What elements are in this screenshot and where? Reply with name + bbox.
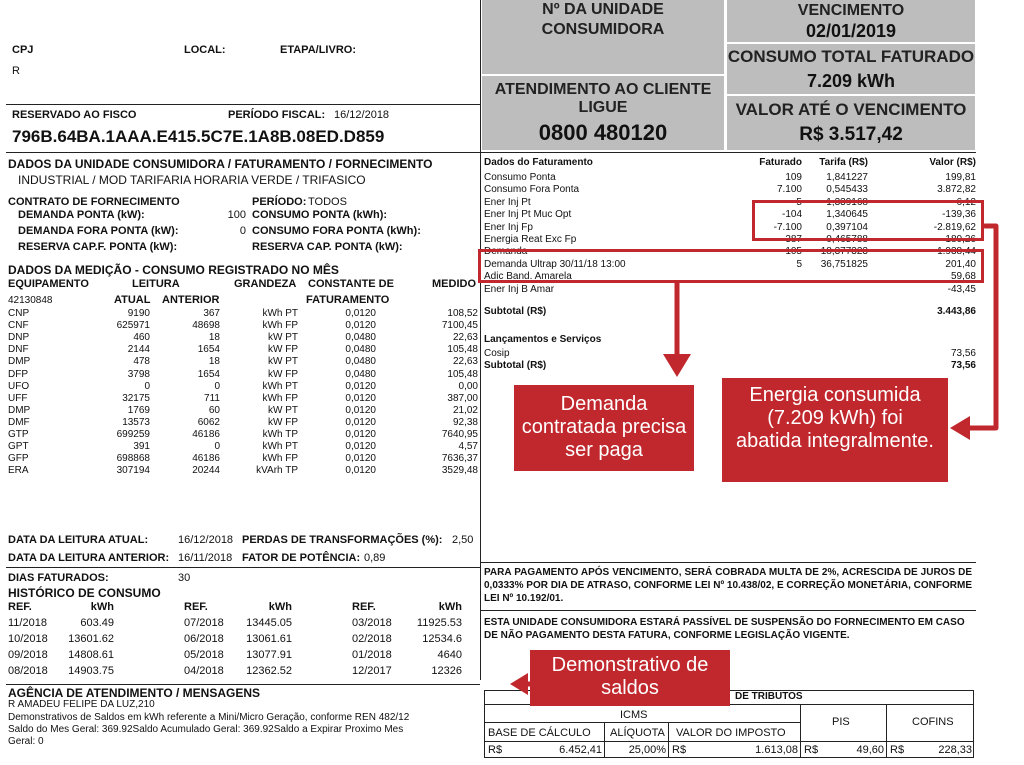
medicao-constante: 0,0480	[345, 332, 376, 344]
cofins-value: 228,33	[938, 744, 972, 756]
vencimento-label: VENCIMENTO	[797, 2, 905, 19]
medicao-equip: DMP	[8, 356, 31, 368]
medicao-medido: 22,63	[452, 332, 478, 344]
medicao-anterior: 711	[204, 392, 220, 404]
medicao-medido: 4,57	[458, 441, 478, 453]
fat-subtotal-value: 3.443,86	[937, 306, 976, 317]
historico-kwh: 12362.52	[246, 665, 292, 677]
historico-ref: 06/2018	[184, 633, 224, 645]
historico-kwh: 13061.61	[246, 633, 292, 645]
medicao-grandeza: kW FP	[268, 344, 298, 356]
perdas-value: 2,50	[452, 534, 474, 546]
medicao-medido: 7636,37	[441, 453, 478, 465]
medicao-anterior: 48698	[192, 320, 220, 332]
medicao-constante: 0,0120	[345, 392, 376, 404]
fat-row-desc: Ener Inj Fp	[484, 221, 533, 233]
historico-ref: 10/2018	[8, 633, 48, 645]
fat-h-dados: Dados do Faturamento	[484, 157, 593, 168]
fat-row-faturado: -5	[793, 196, 802, 208]
medicao-anterior: 6062	[197, 416, 220, 428]
fat-row-valor: 59,68	[950, 271, 976, 283]
contrato-row-label: DEMANDA PONTA (kW):	[18, 209, 145, 221]
arrow-energia-head	[950, 416, 970, 440]
dias-value: 30	[178, 572, 191, 584]
medicao-anterior: 367	[203, 308, 220, 319]
contrato-periodo-value: TODOS	[308, 196, 347, 208]
imposto-value: 1.613,08	[755, 744, 798, 756]
medicao-constante: 0,0480	[345, 368, 376, 380]
aliquota-value: 25,00%	[628, 744, 666, 756]
vencimento-value: 02/01/2019	[805, 21, 897, 41]
historico-kwh: 14808.61	[68, 649, 114, 661]
historico-h-ref: REF.	[8, 601, 32, 613]
reservado-label: RESERVADO AO FISCO	[12, 109, 137, 121]
medicao-anterior: 0	[214, 441, 220, 453]
medicao-h-medido: MEDIDO	[432, 278, 476, 290]
medicao-anterior: 1654	[197, 344, 220, 356]
medicao-grandeza: kWh PT	[262, 380, 298, 392]
medicao-grandeza: kWh PT	[262, 441, 298, 453]
medicao-h-grandeza: GRANDEZA	[234, 278, 297, 290]
medicao-grandeza: kW FP	[268, 416, 298, 428]
suspensao-notice: ESTA UNIDADE CONSUMIDORA ESTARÁ PASSÍVEL DE SUSPENSÃO DO FORNECIMENTO EM CASO DE NÃO PAGAMENTO DESTA FATURA, CONFORME LEGISLAÇÃO VIGENTE.	[484, 617, 965, 641]
unidade-line1: Nº DA UNIDADE	[542, 1, 664, 18]
fat-row-faturado: 109	[785, 172, 802, 183]
historico-ref: 01/2018	[352, 649, 392, 661]
medicao-atual: 0	[144, 380, 150, 392]
cosip-value: 73,56	[950, 348, 976, 359]
medicao-h-anterior: ANTERIOR	[162, 294, 220, 306]
atendimento-line1: ATENDIMENTO AO CLIENTE	[494, 81, 712, 98]
medicao-medido: 105,48	[447, 368, 478, 380]
fat-subtotal2-value: 73,56	[950, 360, 976, 371]
contrato-row-label-2: RESERVA CAP. PONTA (kW):	[252, 241, 403, 253]
fat-row-tarifa: 1,340645	[826, 209, 868, 221]
historico-ref: 12/2017	[352, 665, 392, 677]
lanc-title: Lançamentos e Serviços	[484, 334, 602, 345]
periodo-fiscal-label: PERÍODO FISCAL:	[228, 109, 326, 121]
fat-row-tarifa: 0,465788	[826, 234, 868, 245]
historico-title: HISTÓRICO DE CONSUMO	[8, 586, 161, 600]
medicao-anterior: 0	[214, 380, 220, 392]
fat-row-desc: Energia Reat Exc Fp	[484, 234, 577, 245]
historico-kwh: 13445.05	[246, 617, 292, 629]
historico-ref: 05/2018	[184, 649, 224, 661]
medicao-constante: 0,0120	[345, 465, 376, 477]
historico-h-kwh: kWh	[90, 601, 114, 613]
historico-kwh: 13601.62	[68, 633, 114, 645]
unidade-title: DADOS DA UNIDADE CONSUMIDORA / FATURAMENTO / FORNECIMENTO	[8, 157, 433, 171]
fat-row-faturado: 105	[785, 246, 802, 258]
agencia-message: Demonstrativos de Saldos em kWh referente a Mini/Micro Geração, conforme REN 482/12 Saldo do Mes Geral: 369.92Saldo Acumulado Geral: 369.92Saldo a Expirar Proximo Mes Geral: 0	[8, 712, 410, 747]
base-value: 6.452,41	[559, 744, 602, 756]
fat-subtotal-label: Subtotal (R$)	[484, 306, 547, 317]
historico-kwh: 12326	[431, 665, 462, 677]
historico-kwh: 13077.91	[246, 649, 292, 661]
perdas-label: PERDAS DE TRANSFORMAÇÕES (%):	[242, 534, 443, 546]
medicao-atual: 307194	[116, 465, 150, 477]
fat-row-valor: -139,36	[942, 209, 976, 221]
medicao-atual: 699259	[116, 429, 150, 440]
medicao-medido: 7100,45	[441, 320, 478, 332]
medicao-medido: 92,38	[452, 416, 478, 428]
fat-row-faturado: -104	[781, 209, 802, 221]
medicao-grandeza: kVArh TP	[256, 465, 298, 477]
historico-h-kwh: kWh	[268, 601, 292, 613]
fat-row-desc: Ener Inj B Amar	[484, 283, 555, 295]
fator-value: 0,89	[364, 552, 386, 564]
fat-row-valor: 201,40	[945, 258, 976, 270]
contrato-periodo-label: PERÍODO:	[252, 196, 307, 208]
contrato-label: CONTRATO DE FORNECIMENTO	[8, 196, 180, 208]
medicao-grandeza: kWh FP	[262, 392, 298, 404]
medicao-equip: GFP	[8, 453, 29, 465]
medicao-anterior: 18	[208, 356, 220, 368]
leitura-anterior-label: DATA DA LEITURA ANTERIOR:	[8, 552, 170, 564]
medicao-anterior: 18	[208, 332, 220, 344]
periodo-fiscal-value: 16/12/2018	[334, 109, 390, 121]
fat-row-valor: 1.938,44	[937, 246, 976, 258]
contrato-row-value: 0	[239, 225, 246, 237]
medicao-grandeza: kWh FP	[262, 453, 298, 465]
cosip-label: Cosip	[484, 348, 510, 359]
medicao-equip: DMF	[8, 416, 30, 428]
medicao-grandeza: kW PT	[268, 404, 298, 416]
medicao-anterior: 46186	[192, 453, 220, 465]
cofins-label: COFINS	[912, 716, 954, 728]
medicao-grandeza: kW PT	[268, 356, 298, 368]
medicao-constante: 0,0120	[345, 416, 376, 428]
medicao-medido: 3529,48	[441, 465, 478, 477]
medicao-constante: 0,0120	[345, 453, 376, 465]
fat-row-valor: 199,81	[945, 172, 976, 183]
medicao-h-equip: EQUIPAMENTO	[8, 278, 89, 290]
fat-row-desc: Ener Inj Pt	[484, 196, 531, 208]
callout-energia: Energia consumida (7.209 kWh) foi abatida integralmente.	[722, 378, 948, 482]
medicao-medido: 22,63	[452, 356, 478, 368]
historico-kwh: 12534.6	[422, 633, 462, 645]
medicao-equip: UFF	[8, 392, 28, 404]
fat-row-desc: Ener Inj Pt Muc Opt	[484, 209, 572, 221]
atendimento-line2: LIGUE	[578, 99, 628, 116]
medicao-equip: DNF	[8, 344, 29, 356]
medicao-medido: 0,00	[458, 380, 478, 392]
historico-kwh: 11925.53	[416, 617, 462, 629]
medicao-equip: UFO	[8, 380, 30, 392]
medicao-atual: 3798	[127, 368, 150, 380]
r-label: R	[12, 65, 20, 77]
medicao-h-constante: CONSTANTE DE	[308, 278, 394, 290]
historico-h-ref: REF.	[352, 601, 376, 613]
base-label: BASE DE CÁLCULO	[488, 727, 591, 739]
historico-ref: 11/2018	[8, 617, 47, 629]
fat-row-faturado: -7.100	[773, 221, 802, 233]
medicao-equip: ERA	[8, 465, 29, 477]
medicao-h-atual: ATUAL	[114, 294, 151, 306]
medicao-equip: DNP	[8, 332, 30, 344]
medicao-h-leitura: LEITURA	[132, 278, 180, 290]
agencia-title: AGÊNCIA DE ATENDIMENTO / MENSAGENS	[8, 686, 261, 700]
fat-row-tarifa: 36,751825	[820, 258, 868, 270]
historico-ref: 02/2018	[352, 633, 392, 645]
medicao-atual: 13573	[122, 416, 150, 428]
arrow-demanda-head	[663, 354, 691, 377]
callout-saldos: Demonstrativo de saldos	[530, 650, 730, 706]
medicao-atual: 9190	[127, 308, 150, 319]
pis-value: 49,60	[856, 744, 884, 756]
historico-h-kwh: kWh	[438, 601, 462, 613]
historico-ref: 09/2018	[8, 649, 48, 661]
agencia-address: R AMADEU FELIPE DA LUZ,210	[8, 699, 155, 710]
medicao-constante: 0,0120	[345, 404, 376, 416]
historico-kwh: 14903.75	[68, 665, 114, 677]
medicao-constante: 0,0480	[345, 344, 376, 356]
arrow-energia	[968, 226, 996, 428]
etapa-label: ETAPA/LIVRO:	[280, 44, 356, 56]
base-cur: R$	[488, 744, 503, 756]
unidade-subtitle: INDUSTRIAL / MOD TARIFARIA HORARIA VERDE / TRIFASICO	[18, 173, 366, 187]
imposto-cur: R$	[672, 744, 687, 756]
fat-row-valor: 3.872,82	[937, 184, 976, 196]
medicao-equip: GTP	[8, 429, 29, 440]
medicao-grandeza: kWh TP	[262, 429, 298, 440]
callout-demanda: Demanda contratada precisa ser paga	[514, 385, 694, 471]
medicao-anterior: 1654	[197, 368, 220, 380]
leitura-atual-value: 16/12/2018	[178, 534, 234, 546]
medicao-constante: 0,0120	[345, 308, 376, 319]
historico-h-ref: REF.	[184, 601, 208, 613]
fat-row-desc: Demanda Ultrap 30/11/18 13:00	[484, 258, 626, 270]
medicao-grandeza: kW PT	[268, 332, 298, 344]
cofins-cur: R$	[890, 744, 905, 756]
historico-ref: 08/2018	[8, 665, 48, 677]
cpj-label: CPJ	[12, 44, 34, 56]
contrato-row-label-2: CONSUMO PONTA (kWh):	[252, 209, 388, 221]
contrato-row-value: 100	[227, 209, 246, 221]
fat-row-faturado: 387	[785, 234, 802, 245]
fisco-code: 796B.64BA.1AAA.E415.5C7E.1A8B.08ED.D859	[12, 127, 385, 146]
medicao-constante: 0,0120	[345, 380, 376, 392]
historico-kwh: 603.49	[80, 617, 114, 629]
medicao-atual: 460	[133, 332, 150, 344]
fat-row-valor: 180,26	[945, 234, 976, 245]
medicao-atual: 391	[133, 441, 150, 453]
historico-kwh: 4640	[437, 649, 462, 661]
arrow-saldos-head	[510, 673, 528, 695]
pis-cur: R$	[804, 744, 819, 756]
contrato-row-label-2: CONSUMO FORA PONTA (kWh):	[252, 225, 421, 237]
medicao-atual: 32175	[122, 392, 150, 404]
medicao-constante: 0,0480	[345, 356, 376, 368]
medicao-anterior: 60	[208, 404, 220, 416]
medicao-atual: 1769	[127, 404, 150, 416]
medicao-anterior: 46186	[192, 429, 220, 440]
aliquota-label: ALÍQUOTA	[610, 727, 665, 739]
medicao-h-faturamento: FATURAMENTO	[306, 294, 390, 306]
phone-number[interactable]: 0800 480120	[538, 120, 668, 145]
leitura-atual-label: DATA DA LEITURA ATUAL:	[8, 534, 149, 546]
medicao-equip: CNF	[8, 320, 29, 332]
fat-row-desc: Demanda	[484, 246, 528, 258]
dias-label: DIAS FATURADOS:	[8, 572, 109, 584]
medicao-equip: DFP	[8, 368, 28, 380]
medicao-atual: 478	[133, 356, 150, 368]
contrato-row-label: RESERVA CAP.F. PONTA (kW):	[18, 241, 178, 253]
fat-row-faturado: 7.100	[776, 184, 802, 196]
unidade-line2: CONSUMIDORA	[541, 21, 665, 38]
tributos-title: DE TRIBUTOS	[735, 691, 803, 702]
fat-row-tarifa: 1,339168	[826, 196, 868, 208]
icms-label: ICMS	[620, 709, 648, 721]
local-label: LOCAL:	[184, 44, 226, 56]
fat-row-desc: Consumo Fora Ponta	[484, 184, 580, 196]
medicao-grandeza: kWh FP	[262, 320, 298, 332]
fat-row-valor: -6,12	[953, 196, 976, 208]
fator-label: FATOR DE POTÊNCIA:	[242, 552, 361, 564]
medicao-grandeza: kWh PT	[262, 308, 298, 319]
medicao-h-id: 42130848	[8, 295, 53, 306]
medicao-medido: 7640,95	[441, 429, 478, 440]
fat-row-desc: Consumo Ponta	[484, 172, 556, 183]
fat-h-faturado: Faturado	[759, 157, 802, 168]
fat-row-tarifa: 18,377323	[820, 246, 868, 258]
valor-value: R$ 3.517,42	[799, 124, 903, 145]
medicao-equip: CNP	[8, 308, 30, 319]
medicao-atual: 2144	[127, 344, 150, 356]
valor-label: VALOR ATÉ O VENCIMENTO	[735, 100, 967, 119]
fat-h-tarifa: Tarifa (R$)	[819, 157, 868, 168]
fat-row-desc: Adic Band. Amarela	[484, 271, 572, 283]
medicao-title: DADOS DA MEDIÇÃO - CONSUMO REGISTRADO NO MÊS	[8, 263, 339, 277]
medicao-atual: 625971	[116, 320, 150, 332]
consumo-value: 7.209 kWh	[806, 71, 896, 91]
medicao-anterior: 20244	[192, 465, 220, 477]
leitura-anterior-value: 16/11/2018	[178, 552, 233, 564]
medicao-equip: GPT	[8, 441, 29, 453]
medicao-medido: 105,48	[447, 344, 478, 356]
historico-ref: 03/2018	[352, 617, 392, 629]
pis-label: PIS	[832, 716, 850, 728]
historico-ref: 04/2018	[184, 665, 224, 677]
medicao-grandeza: kW FP	[268, 368, 298, 380]
medicao-medido: 108,52	[447, 308, 478, 319]
fat-subtotal2-label: Subtotal (R$)	[484, 360, 547, 371]
multa-notice: PARA PAGAMENTO APÓS VENCIMENTO, SERÁ COBRADA MULTA DE 2%, ACRESCIDA DE JUROS DE 0,0333% POR DIA DE ATRASO, CONFORME LEI Nº 10.438/02, E CORREÇÃO MONETÁRIA, CONFORME LEI Nº 10.192/01.	[484, 567, 972, 604]
fat-row-faturado: 5	[796, 258, 802, 270]
medicao-equip: DMP	[8, 404, 31, 416]
consumo-label: CONSUMO TOTAL FATURADO	[727, 47, 975, 66]
medicao-constante: 0,0120	[345, 441, 376, 453]
medicao-constante: 0,0120	[345, 320, 376, 332]
medicao-atual: 698868	[116, 453, 150, 465]
medicao-medido: 387,00	[447, 392, 478, 404]
fat-row-tarifa: 0,545433	[826, 184, 868, 196]
imposto-label: VALOR DO IMPOSTO	[676, 727, 786, 739]
contrato-row-label: DEMANDA FORA PONTA (kW):	[18, 225, 179, 237]
fat-row-tarifa: 1,841227	[826, 172, 868, 183]
fat-row-tarifa: 0,397104	[826, 221, 868, 233]
medicao-constante: 0,0120	[345, 429, 376, 440]
fat-h-valor: Valor (R$)	[929, 157, 976, 168]
historico-ref: 07/2018	[184, 617, 224, 629]
fat-row-valor: -2.819,62	[933, 221, 976, 233]
medicao-medido: 21,02	[452, 404, 478, 416]
fat-row-valor: -43,45	[947, 283, 976, 295]
